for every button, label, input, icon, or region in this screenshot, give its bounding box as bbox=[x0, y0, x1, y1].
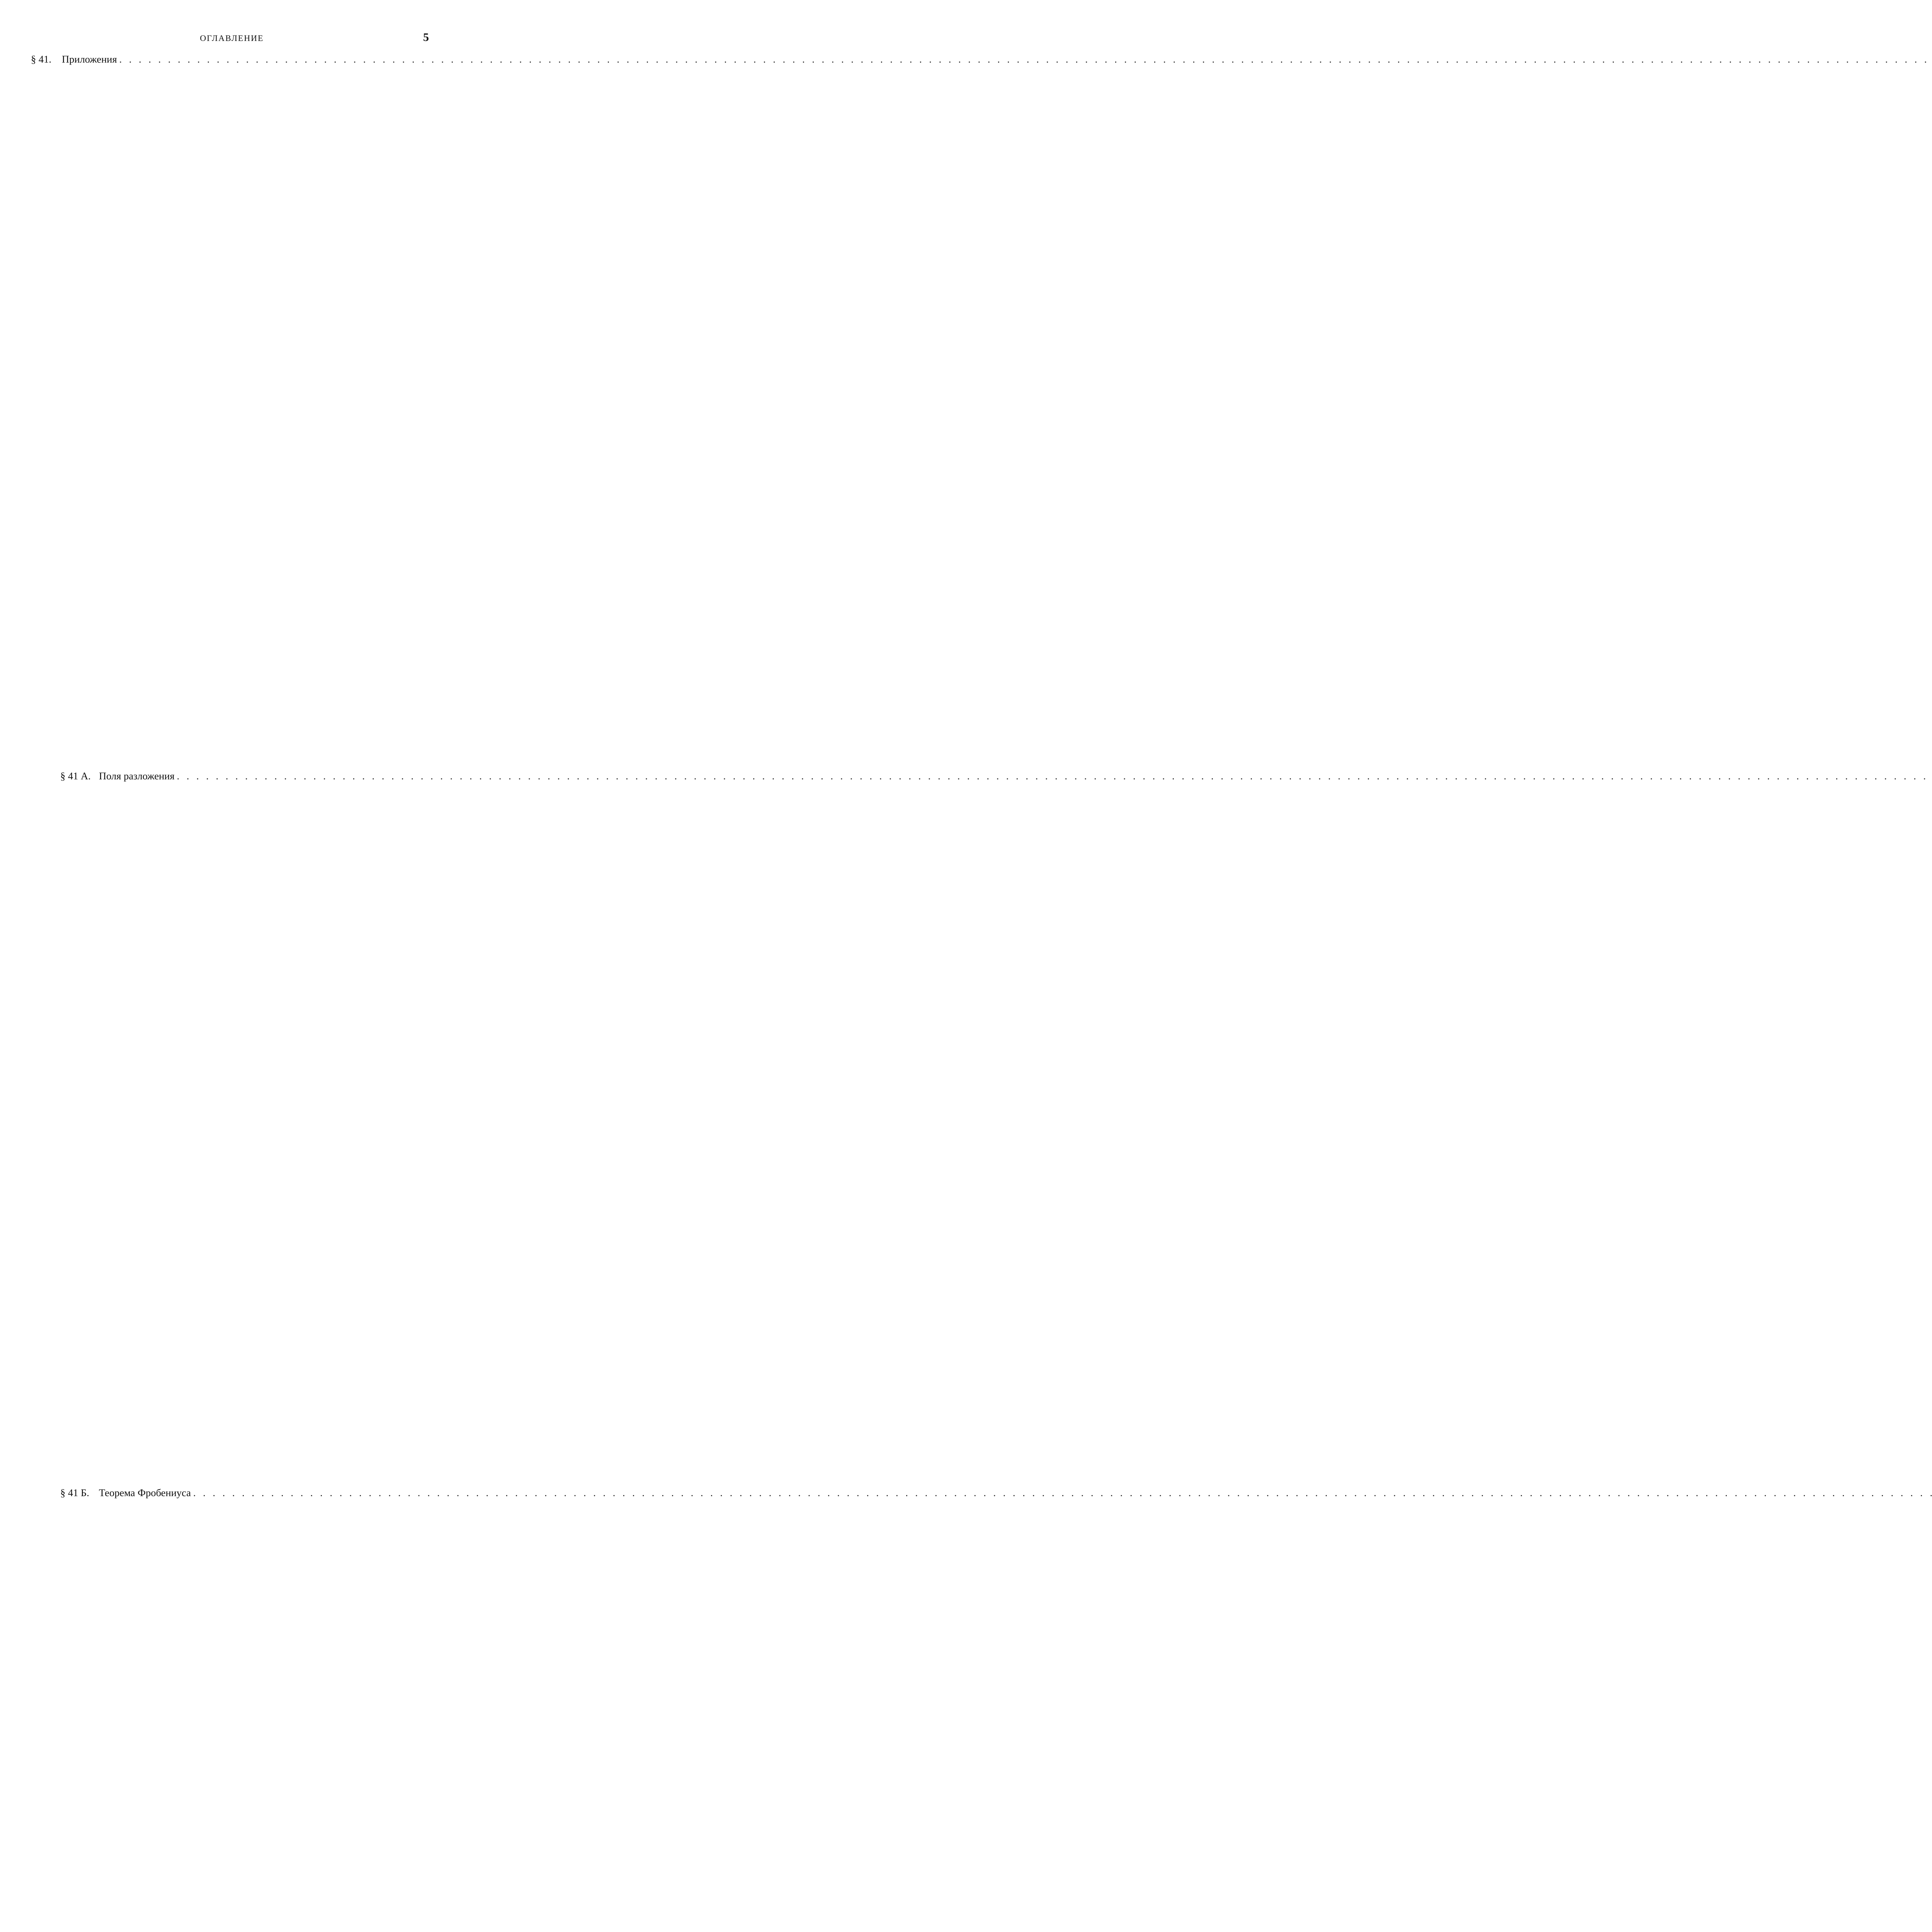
dot-leader bbox=[177, 771, 1932, 782]
section-number: § 41 Б. bbox=[60, 1487, 89, 1498]
dot-leader bbox=[193, 1488, 1932, 1498]
section-title: Приложения bbox=[62, 53, 117, 65]
section-title: Поля разложения bbox=[99, 770, 175, 782]
toc-subentry bbox=[31, 771, 431, 1488]
document-page bbox=[0, 0, 464, 1498]
section-number: § 41 А. bbox=[60, 770, 91, 782]
section-title: Теорема Фробениуса bbox=[99, 1487, 191, 1498]
page-number: 5 bbox=[423, 31, 429, 44]
running-title: ОГЛАВЛЕНИЕ bbox=[200, 33, 264, 43]
table-of-contents bbox=[31, 54, 431, 1932]
toc-subentry bbox=[31, 1488, 431, 1932]
dot-leader bbox=[119, 54, 1932, 65]
toc-entry bbox=[31, 54, 431, 771]
running-head bbox=[0, 31, 464, 46]
section-number: § 41. bbox=[31, 53, 51, 65]
